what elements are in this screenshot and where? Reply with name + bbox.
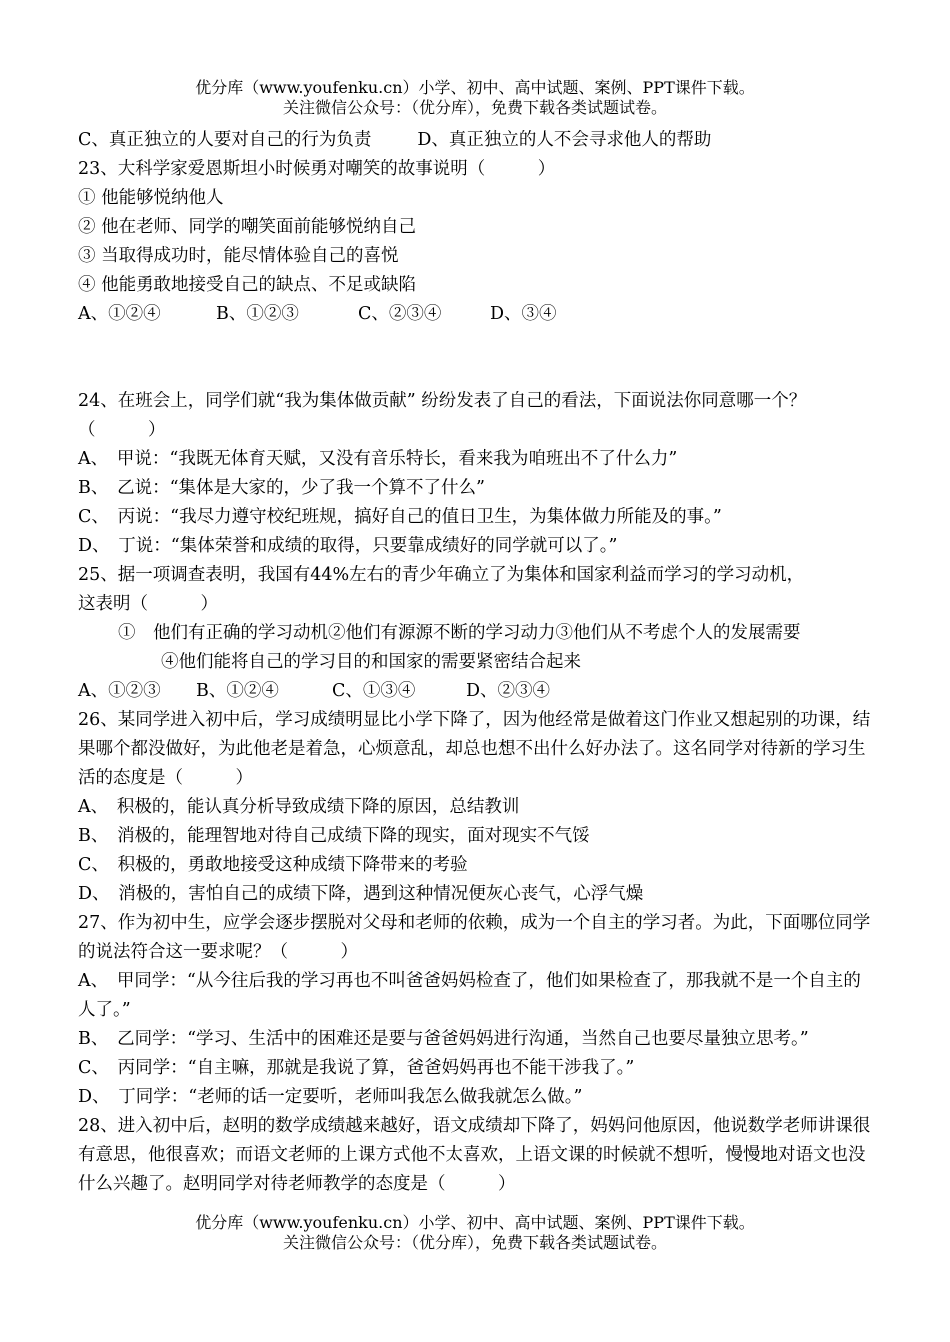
q24-stem-line-1: 24、在班会上，同学们就“我为集体做贡献” 纷纷发表了自己的看法，下面说法你同意哪一个？	[78, 391, 807, 411]
q22-option-d: D、真正独立的人不会寻求他人的帮助	[417, 130, 712, 150]
q23-item-2: ② 他在老师、同学的嘲笑面前能够悦纳自己	[78, 217, 417, 237]
q23-item-1: ① 他能够悦纳他人	[78, 188, 224, 208]
q27-option-c: C、 丙同学：“自主嘛，那就是我说了算，爸爸妈妈再也不能干涉我了。”	[78, 1058, 635, 1078]
page-footer	[0, 1213, 950, 1253]
document-body	[78, 126, 878, 1199]
q25-option-c: C、①③④	[332, 681, 416, 701]
q28-stem: 28、进入初中后，赵明的数学成绩越来越好，语文成绩却下降了，妈妈问他原因，他说数学老师讲课很有意思，他很喜欢；而语文老师的上课方式他不太喜欢，上语文课的时候就不想听，慢慢地对语文也没什么兴趣了。赵明同学对待老师教学的态度是（ ）	[78, 1116, 871, 1194]
q23-item-4: ④ 他能勇敢地接受自己的缺点、不足或缺陷	[78, 275, 417, 295]
q27-option-d: D、 丁同学：“老师的话一定要听，老师叫我怎么做我就怎么做。”	[78, 1087, 583, 1107]
footer-line-1: 优分库（www.youfenku.cn）小学、初中、高中试题、案例、PPT课件下载。	[195, 1213, 755, 1232]
q24-option-c: C、 丙说：“我尽力遵守校纪班规，搞好自己的值日卫生，为集体做力所能及的事。”	[78, 507, 722, 527]
q24-option-d: D、 丁说：“集体荣誉和成绩的取得，只要靠成绩好的同学就可以了。”	[78, 536, 618, 556]
q26-option-c: C、 积极的，勇敢地接受这种成绩下降带来的考验	[78, 855, 468, 875]
q23-options	[78, 300, 878, 329]
q26-stem: 26、某同学进入初中后，学习成绩明显比小学下降了，因为他经常是做着这门作业又想起别的功课，结果哪个都没做好，为此他老是着急，心烦意乱，却总也想不出什么好办法了。这名同学对待新的学习生活的态度是（ ）	[78, 710, 871, 788]
q25-options	[78, 677, 878, 706]
page-header	[0, 78, 950, 118]
q26-option-a: A、 积极的，能认真分析导致成绩下降的原因，总结教训	[78, 797, 520, 817]
q23-item-3: ③ 当取得成功时，能尽情体验自己的喜悦	[78, 246, 399, 266]
q23-option-b: B、①②③	[216, 304, 299, 324]
q25-stem-line-2: 这表明（ ）	[78, 594, 218, 614]
q25-option-d: D、②③④	[466, 681, 551, 701]
q22-option-c: C、真正独立的人要对自己的行为负责	[78, 130, 372, 150]
q25-items-line-2: ④他们能将自己的学习目的和国家的需要紧密结合起来	[161, 652, 581, 672]
spacer	[78, 329, 878, 387]
q27-option-b: B、 乙同学：“学习、生活中的困难还是要与爸爸妈妈进行沟通，当然自己也要尽量独立思考。”	[78, 1029, 809, 1049]
q24-option-a: A、 甲说：“我既无体育天赋，又没有音乐特长，看来我为咱班出不了什么力”	[78, 449, 678, 469]
header-line-2: 关注微信公众号：（优分库），免费下载各类试题试卷。	[282, 98, 667, 117]
q24-stem-line-2: （ ）	[78, 420, 166, 440]
q24-option-b: B、 乙说：“集体是大家的，少了我一个算不了什么”	[78, 478, 486, 498]
footer-line-2: 关注微信公众号：（优分库），免费下载各类试题试卷。	[282, 1233, 667, 1252]
q23-option-d: D、③④	[490, 304, 557, 324]
q26-option-d: D、 消极的，害怕自己的成绩下降，遇到这种情况便灰心丧气，心浮气燥	[78, 884, 644, 904]
q27-stem: 27、作为初中生，应学会逐步摆脱对父母和老师的依赖，成为一个自主的学习者。为此，下面哪位同学的说法符合这一要求呢？（ ）	[78, 913, 871, 962]
q23-stem: 23、大科学家爱恩斯坦小时候勇对嘲笑的故事说明（ ）	[78, 159, 556, 179]
q25-stem-line-1: 25、据一项调查表明，我国有44%左右的青少年确立了为集体和国家利益而学习的学习动机，	[78, 565, 805, 585]
q26-option-b: B、 消极的，能理智地对待自己成绩下降的现实，面对现实不气馁	[78, 826, 590, 846]
q25-items-line-1: ① 他们有正确的学习动机②他们有源源不断的学习动力③他们从不考虑个人的发展需要	[118, 623, 801, 643]
q22-options-cd	[78, 126, 878, 155]
q23-option-a: A、①②④	[78, 304, 161, 324]
q25-option-b: B、①②④	[196, 681, 279, 701]
q27-option-a: A、 甲同学：“从今往后我的学习再也不叫爸爸妈妈检查了，他们如果检查了，那我就不是一个自主的人了。”	[78, 971, 861, 1020]
q23-option-c: C、②③④	[358, 304, 442, 324]
q25-option-a: A、①②③	[78, 681, 161, 701]
header-line-1: 优分库（www.youfenku.cn）小学、初中、高中试题、案例、PPT课件下载。	[195, 78, 755, 97]
